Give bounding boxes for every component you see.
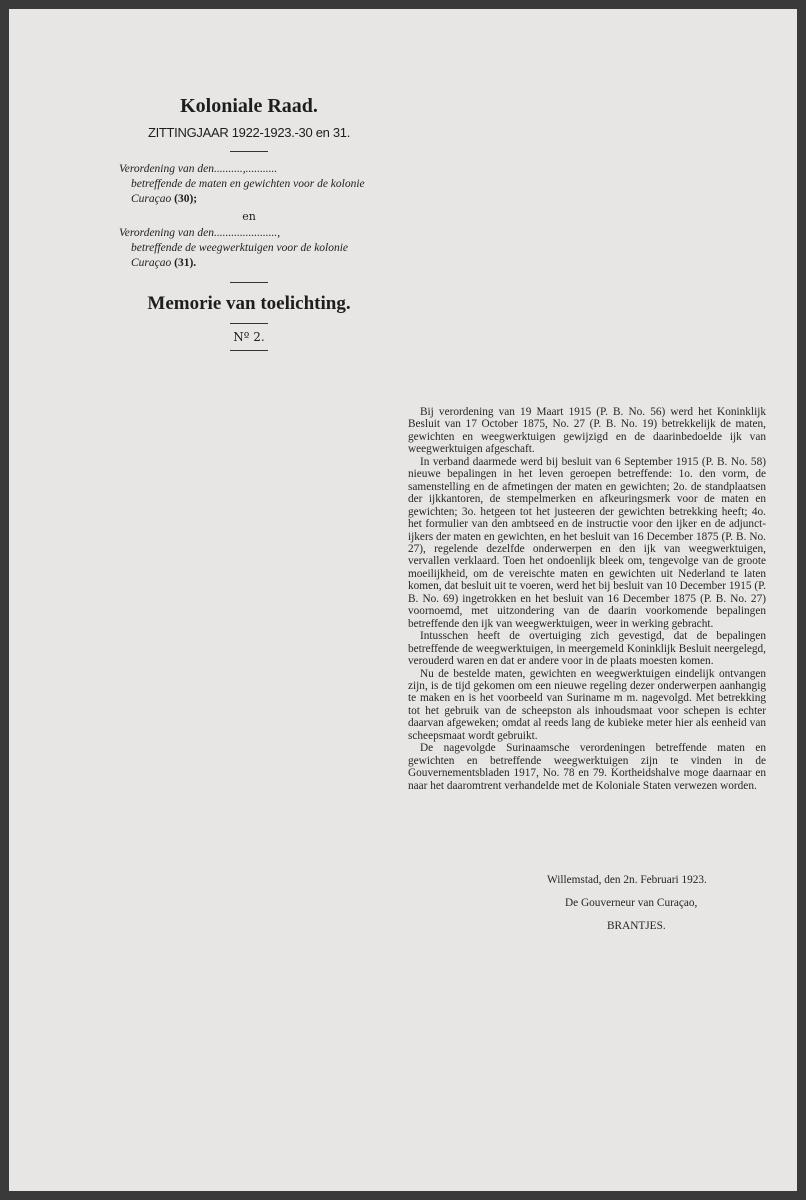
signer-name: BRANTJES. [607,920,666,932]
paragraph: In verband daarmede werd bij besluit van 6 September 1915 (P. B. No. 58) nieuwe bepalingen in het leven geroepen betreffende: 1o. den vorm, de samenstelling en de afmetingen der maten en gewichten; 2o. de standplaatsen der ijkkantoren, de stempelmerken en afkeuringsmerk voor de maten en gewichten; 3o. hetgeen tot het justeeren der gewichten betrekking heeft; 4o. het formulier van den ambtseed en de instructie voor den ijker en de adjunct-ijkers der maten en gewichten, en het besluit van 16 December 1875 (P. B. No. 27), regelende dezelfde onderwerpen en den ijk van weegwerktuigen, vervallen verklaard. Toen het ondoenlijk bleek om, tengevolge van de groote moeilijkheid, om de vereischte maten en gewichten uit Nederland te laten komen, dat besluit uit te voeren, werd het bij besluit van 10 December 1915 (P. B. No. 69) ingetrokken en het besluit van 16 December 1875 (P. B. No. 27) voornoemd, met uitzondering van de daarin voorkomende bepalingen betreffende den ijk van weegwerktuigen, weer in werking gebracht. [408,455,766,630]
document-page [9,9,797,1191]
session-year: ZITTINGJAAR 1922-1923.-30 en 31. [147,125,351,140]
body-text [408,406,766,792]
ordinance-30: Verordening van den..........,........... betreffende de maten en gewichten voor de kolonie Curaçao (30); [119,163,365,205]
paragraph: De nagevolgde Surinaamsche verordeningen betreffende maten en gewichten en betreffende weegwerktuigen zijn te vinden in de Gouvernementsbladen 1917, No. 78 en 79. Kortheidshalve moge daarnaar en naar het daaromtrent verhandelde met de Koloniale Staten verwezen worden. [408,742,766,792]
signer-title: De Gouverneur van Curaçao, [565,897,698,909]
document-number: Nº 2. [233,330,265,344]
divider [230,323,268,324]
page-title: Koloniale Raad. [180,95,318,117]
memorie-heading: Memorie van toelichting. [147,293,351,314]
place-date: Willemstad, den 2n. Februari 1923. [547,874,707,886]
paragraph: Intusschen heeft de overtuiging zich gevestigd, dat de bepalingen betreffende de weegwerktuigen, in meergemeld Koninklijk Besluit neergelegd, verouderd waren en dat er andere voor in de plaats moesten komen. [408,630,766,668]
divider [230,151,268,152]
divider [230,350,268,351]
ordinance-31: Verordening van den......................, betreffende de weegwerktuigen voor de kolonie Curaçao (31). [119,227,349,269]
document-header [119,95,379,351]
divider [230,282,268,283]
paragraph: Nu de bestelde maten, gewichten en weegwerktuigen eindelijk ontvangen zijn, is de tijd gekomen om een nieuwe regeling dezer onderwerpen aanhangig te maken en is het voorbeeld van Suriname m m. nagevolgd. Met betrekking tot het gebruik van de scheepston als inhoudsmaat voor schepen is echter daarvan afgeweken; omdat al reeds lang de kubieke meter hier als eenheid van scheepsmaat wordt gebruikt. [408,667,766,742]
connector-text: en [242,210,256,223]
paragraph: Bij verordening van 19 Maart 1915 (P. B. No. 56) werd het Koninklijk Besluit van 17 October 1875, No. 27 (P. B. No. 19) betrekkelijk de maten, gewichten en weegwerktuigen gewijzigd en de daarinbedoelde ijk van weegwerktuigen afgeschaft. [408,406,766,456]
